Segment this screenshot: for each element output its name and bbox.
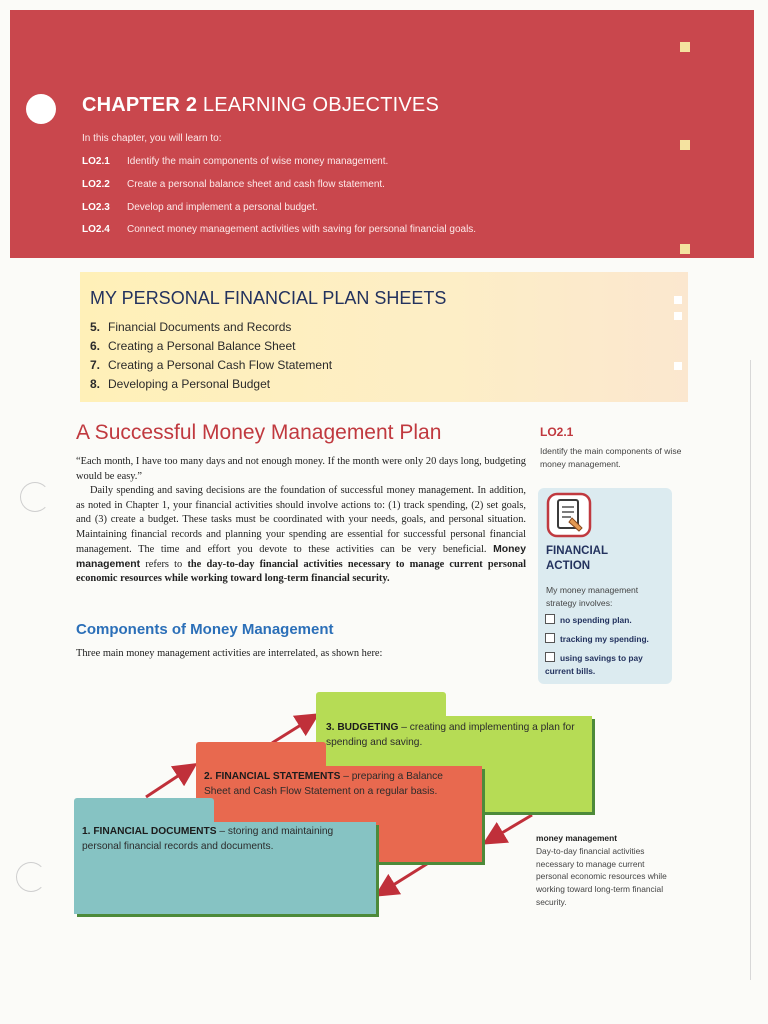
objective-item: LO2.4 Connect money management activities with saving for personal financial goals.	[82, 224, 477, 235]
budgeting-text: 3. BUDGETING – creating and implementing a plan for spending and saving.	[326, 722, 575, 748]
action-checkbox-item[interactable]: using savings to pay current bills.	[545, 653, 643, 676]
arrow-statements-to-docs	[382, 862, 430, 892]
arrow-statements-to-budget	[272, 718, 312, 743]
subsection-heading: Components of Money Management	[76, 621, 334, 638]
plan-sheet-item: 6. Creating a Personal Balance Sheet	[90, 339, 296, 353]
folder-tab	[196, 742, 326, 768]
margin-glossary-term: money management Day-to-day financial activities necessary to manage current personal economic resources while working toward long-term financial security.	[536, 833, 667, 907]
section-title: A Successful Money Management Plan	[76, 421, 442, 444]
subsection-intro: Three main money management activities are interrelated, as shown here:	[76, 648, 383, 659]
arrow-budget-to-statements	[490, 815, 532, 840]
chapter-title: CHAPTER 2 LEARNING OBJECTIVES	[82, 94, 439, 116]
body-paragraph: Daily spending and saving decisions are the foundation of successful money management. In addition, as noted in Chapter 1, your financial activities should involve actions to: (1) track spending, (2) set goals, and (3) create a budget. These tasks must be coordinated with your needs, goals, and personal situation. Maintaining financial records and planning your spending are essential for successful personal financial management. The time and effort you devote to these activities can be very beneficial. Money management refers to the day-to-day financial activities necessary to manage current personal economic resources while working toward long-term financial security.	[76, 485, 527, 585]
objective-item: LO2.3 Develop and implement a personal budget.	[82, 202, 318, 213]
plan-sheets-title: MY PERSONAL FINANCIAL PLAN SHEETS	[90, 288, 447, 308]
financial-statements-text: 2. FINANCIAL STATEMENTS – preparing a Balance Sheet and Cash Flow Statement on a regular basis.	[204, 771, 443, 797]
plan-sheet-item: 7. Creating a Personal Cash Flow Statement	[90, 358, 333, 372]
margin-lo-code: LO2.1	[540, 425, 574, 439]
margin-lo-text: Identify the main components of wise money management.	[540, 446, 682, 469]
plan-sheet-item: 8. Developing a Personal Budget	[90, 377, 271, 391]
action-checkbox-item[interactable]: tracking my spending.	[545, 633, 649, 646]
objective-item: LO2.2 Create a personal balance sheet and cash flow statement.	[82, 179, 385, 190]
key-term: Money management	[76, 543, 526, 570]
opening-quote: “Each month, I have too many days and not enough money. If the month were only 20 days long, budgeting would be easy.”	[76, 456, 526, 482]
plan-sheet-item: 5. Financial Documents and Records	[90, 320, 292, 334]
arrow-docs-to-statements	[146, 768, 190, 797]
financial-documents-text: 1. FINANCIAL DOCUMENTS – storing and maintaining personal financial records and documents.	[82, 826, 334, 852]
financial-action-title: FINANCIAL ACTION	[546, 545, 608, 572]
objective-item: LO2.1 Identify the main components of wise money management.	[82, 156, 389, 167]
key-term-definition: the day-to-day financial activities necessary to manage current personal economic resources while working toward long-term financial security.	[76, 558, 527, 585]
financial-documents-folder	[74, 822, 376, 914]
objectives-intro: In this chapter, you will learn to:	[82, 133, 222, 144]
folder-tab	[316, 692, 446, 718]
financial-action-desc: My money management strategy involves:	[546, 585, 639, 608]
folder-tab	[74, 798, 214, 824]
action-checkbox-item[interactable]: no spending plan.	[545, 614, 632, 627]
